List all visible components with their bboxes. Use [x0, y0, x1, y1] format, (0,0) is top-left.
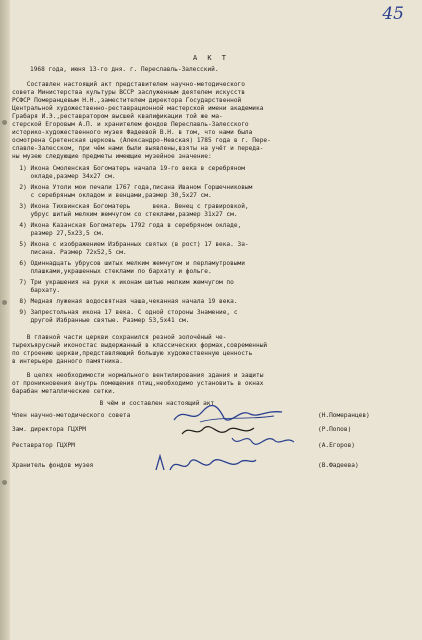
- item-line: 8) Медная луженая водосвятная чаша,чеканная начала 19 века.: [12, 298, 238, 305]
- date-line: 1968 года, июня 13-го дня. г. Переславль-Залесский.: [30, 66, 219, 73]
- item-line: 6) Одиннадцать убрусов шитых мелким жемчугом и перламутровыми: [12, 260, 245, 267]
- body-line: Центральной художественно-реставрационной мастерской имени академика: [12, 105, 264, 112]
- body-line: от проникновения внутрь помещения птиц,необходимо установить в окнах: [12, 380, 264, 387]
- body-line: Составлен настоящий акт представителем научно-методического: [12, 81, 245, 88]
- item-line: другой Избранные святые. Размер 53,5х41 см.: [12, 317, 190, 324]
- act-title: А К Т: [192, 54, 230, 62]
- signatory-name: (Р.Попов): [318, 426, 352, 433]
- item-line: 2) Икона Утоли мои печали 1767 года,писана Иваном Горшечниковым: [12, 184, 253, 191]
- item-line: убрус шитый мелким жемчугом со стеклами,размер 31х27 см.: [12, 211, 238, 218]
- item-line: 9) Запрестольная икона 17 века. С одной стороны Знамение, с: [12, 309, 238, 316]
- body-line: барабан металлические сетки.: [12, 388, 116, 395]
- body-line: В главной части церкви сохранился резной золочёный че-: [12, 334, 227, 341]
- item-line: 4) Икона Казанская Богоматерь 1792 года в серебряном окладе,: [12, 222, 242, 229]
- signatory-role: Хранитель фондов музея: [12, 462, 94, 469]
- signatory-name: (В.Фадеева): [318, 462, 359, 469]
- handwritten-signature: [150, 450, 260, 478]
- body-line: В целях необходимости нормального вентилирования здания и защиты: [12, 372, 264, 379]
- body-line: совета Министерства культуры ВССР заслуженным деятелем искусств: [12, 89, 245, 96]
- signatory-role: Член научно-методического совета: [12, 412, 131, 419]
- body-line: историко-художественного музея Фадеевой В.Н. в том, что нами была: [12, 129, 253, 136]
- body-line: осмотрена Сретенская церковь (Александро-Невская) 1785 года в г. Пере-: [12, 137, 271, 144]
- item-line: бархату.: [12, 287, 61, 294]
- item-line: 1) Икона Смоленская Богоматерь начала 19-го века в серебряном: [12, 165, 245, 172]
- item-line: с серебряным окладом и венцами,размер 30,5х27 см.: [12, 192, 212, 199]
- body-line: тырехъярусный иконостас выдержанный в классических формах,современный: [12, 342, 268, 349]
- signatory-role: Зам. директора ГЦХРМ: [12, 426, 86, 433]
- item-line: плашками,украшенных стеклами по бархату и фольге.: [12, 268, 212, 275]
- handwritten-signature: [228, 430, 298, 452]
- item-line: окладе,размер 34х27 см.: [12, 173, 116, 180]
- item-line: 3) Икона Тихвинская Богоматерь века. Венец с гравировкой,: [12, 203, 249, 210]
- item-line: размер 27,5х23,5 см.: [12, 230, 105, 237]
- closing-line: В чём и составлен настоящий акт: [70, 400, 215, 407]
- body-line: стерской Егоровым А.П. и хранителем фондов Переславль-Залесского: [12, 121, 249, 128]
- body-line: по строению церкви,представляющий большую художественную ценность: [12, 350, 253, 357]
- body-line: в интерьере данного памятника.: [12, 358, 123, 365]
- signatory-role: Реставратор ГЦХРМ: [12, 442, 75, 449]
- signatory-name: (А.Егоров): [318, 442, 355, 449]
- item-line: 5) Икона с изображением Избранных святых (в рост) 17 века. За-: [12, 241, 249, 248]
- item-line: писана. Размер 72х52,5 см.: [12, 249, 127, 256]
- folio-number: 45: [382, 4, 404, 24]
- body-line: ны музею следующие предметы имеющие музейное значение:: [12, 153, 212, 160]
- body-line: Грабаря И.Э.,реставратором высшей квалификации той же ма-: [12, 113, 223, 120]
- body-line: РСФСР Померанцевым Н.Н.,заместителем директора Государственной: [12, 97, 242, 104]
- body-line: славле-Залесском, при чём нами были выявлены,взяты на учёт и переда-: [12, 145, 264, 152]
- item-line: 7) Три украшения на руки к иконам шитые мелким жемчугом по: [12, 279, 234, 286]
- signatory-name: (Н.Померанцев): [318, 412, 370, 419]
